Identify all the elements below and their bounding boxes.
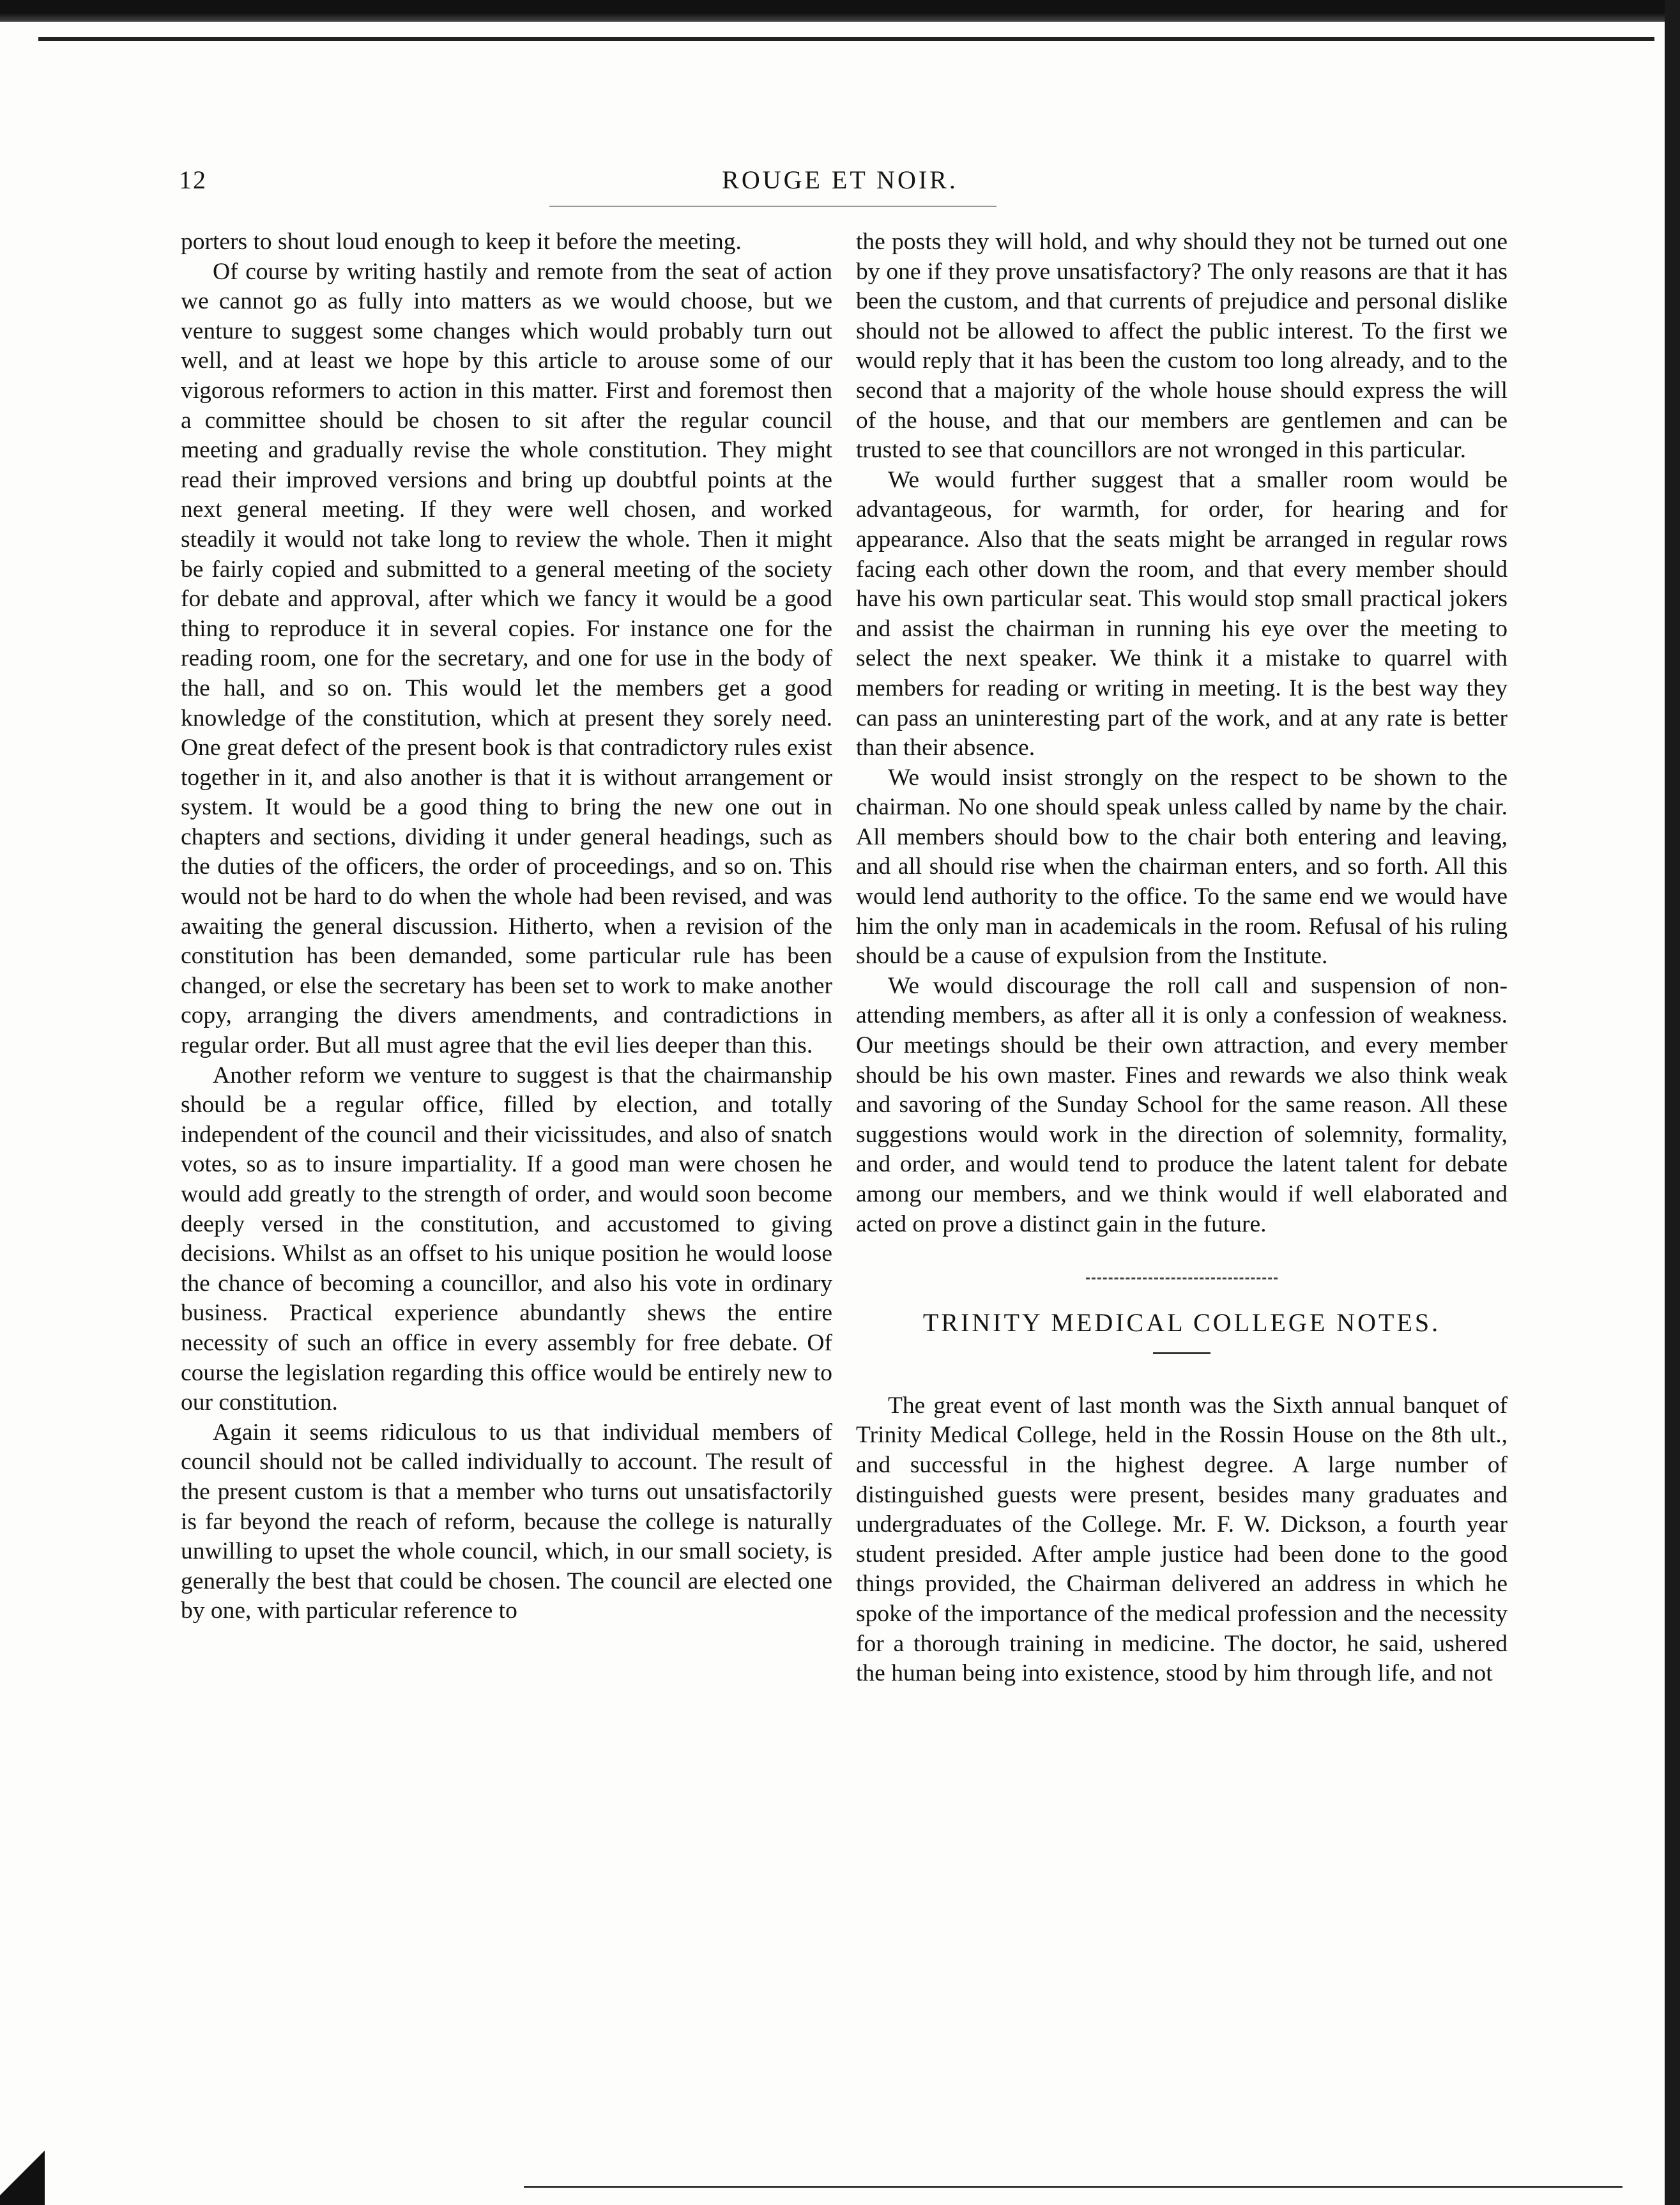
section-heading: TRINITY MEDICAL COLLEGE NOTES. [922,1308,1441,1338]
running-head: ROUGE ET NOIR. [722,165,958,194]
paragraph: Again it seems ridiculous to us that individual members of council should not be called individually to account. The result of the present custom is that a member who turns out unsatisfactorily is far beyond the reach of reform, because the college is naturally unwilling to upset the whole council, which, in our small society, is generally the best that could be chosen. The council are elected one by one, with particular reference to [181,1419,832,1624]
section-separator [1086,1278,1278,1281]
left-column [181,227,832,1626]
scan-corner-shadow [0,2128,45,2205]
scan-top-edge [0,0,1680,22]
right-column [856,227,1508,1689]
paragraph: Another reform we venture to suggest is that the chairmanship should be a regular office, filled by election, and totally independent of the council and their vicissitudes, and also of snatch votes, so as to insure impartiality. If a good man were chosen he would add greatly to the strength of order, and would soon become deeply versed in the constitution, and accustomed to giving decisions. Whilst as an offset to his unique position he would loose the chance of becoming a councillor, and also his vote in ordinary business. Practical experience abundantly shews the entire necessity of such an office in every assembly for free debate. Of course the legislation regarding this office would be entirely new to our constitution. [181,1062,832,1416]
paragraph: We would discourage the roll call and suspension of non-attending members, as after all it is only a confession of weakness. Our meetings should be their own attraction, and every member should be his own master. Fines and rewards we also think weak and savoring of the Sunday School for the same reason. All these suggestions would work in the direction of solemnity, formality, and order, and would tend to produce the latent talent for debate among our members, and we think would if well elaborated and acted on prove a distinct gain in the future. [856,972,1508,1237]
scan-right-edge [1665,0,1680,2205]
paragraph: the posts they will hold, and why should they not be turned out one by one if they prove unsatisfactory? The only reasons are that it has been the custom, and that currents of prejudice and personal dislike should not be allowed to affect the public interest. To the first we would reply that it has been the custom too long already, and to the second that a majority of the whole house should express the will of the house, and that our members are gentlemen and can be trusted to see that councillors are not wronged in this particular. [856,229,1508,464]
paragraph: We would insist strongly on the respect to be shown to the chairman. No one should speak unless called by name by the chair. All members should bow to the chair both entering and leaving, and all should rise when the chairman enters, and so forth. All this would lend authority to the office. To the same end we would have him the only man in academicals in the room. Refusal of his ruling should be a cause of expulsion from the Institute. [856,764,1508,970]
header-rule [549,206,997,207]
paragraph: We would further suggest that a smaller room would be advantageous, for warmth, for order, for hearing and for appearance. Also that the seats might be arranged in regular rows facing each other down the room, and that every member should have his own particular seat. This would stop small practical jokers and assist the chairman in running his eye over the meeting to select the next speaker. We think it a mistake to quarrel with members for reading or writing in meeting. It is the best way they can pass an uninteresting part of the work, and at any rate is better than their absence. [856,466,1508,761]
paragraph: Of course by writing hastily and remote from the seat of action we cannot go as fully into matters as we would choose, but we venture to suggest some changes which would probably turn out well, and at least we hope by this article to arouse some of our vigorous reformers to action in this matter. First and foremost then a committee should be chosen to sit after the regular council meeting and gradually revise the whole constitution. They might read their improved versions and bring up doubtful points at the next general meeting. If they were well chosen, and worked steadily it would not take long to review the whole. Then it might be fairly copied and submitted to a general meeting of the society for debate and approval, after which we fancy it would be a good thing to reproduce it in several copies. For instance one for the reading room, one for the secretary, and one for use in the body of the hall, and so on. This would let the members get a good knowledge of the constitution, which at present they sorely need. One great defect of the present book is that contradictory rules exist together in it, and also another is that it is without arrangement or system. It would be a good thing to bring the new one out in chapters and sections, dividing it under general headings, such as the duties of the officers, the order of proceedings, and so on. This would not be hard to do when the whole had been revised, and was awaiting the general discussion. Hitherto, when a revision of the constitution has been demanded, some particular rule has been changed, or else the secretary has been set to work to make another copy, arranging the divers amendments, and contradictions in regular order. But all must agree that the evil lies deeper than this. [181,258,832,1059]
heading-rule [1153,1352,1210,1354]
page-number: 12 [179,165,207,194]
scan-top-rule [38,37,1654,41]
paragraph: porters to shout loud enough to keep it before the meeting. [181,229,742,255]
scan-bottom-rule [524,2186,1623,2188]
paragraph: The great event of last month was the Sixth annual banquet of Trinity Medical College, held in the Rossin House on the 8th ult., and successful in the highest degree. A large number of distinguished guests were present, besides many graduates and undergraduates of the College. Mr. F. W. Dickson, a fourth year student presided. After ample justice had been done to the good things provided, the Chairman delivered an address in which he spoke of the importance of the medical profession and the necessity for a thorough training in medicine. The doctor, he said, ushered the human being into existence, stood by him through life, and not [856,1392,1508,1687]
